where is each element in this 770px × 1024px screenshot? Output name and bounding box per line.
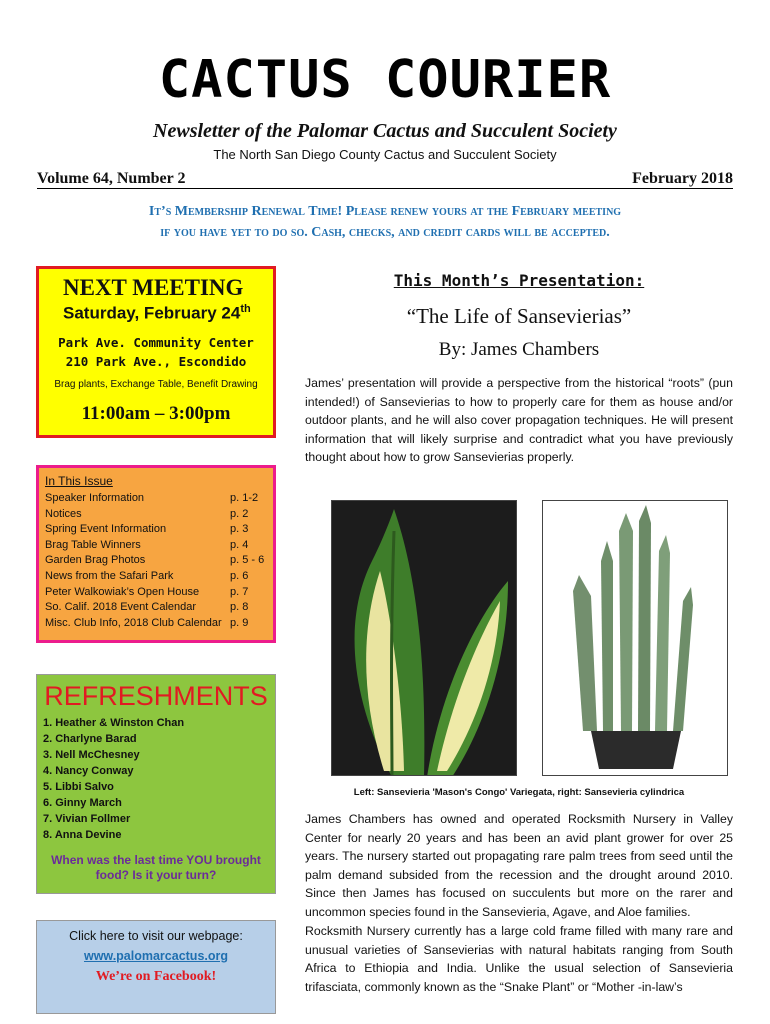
refreshment-volunteer: 1. Heather & Winston Chan	[43, 717, 185, 729]
issue-item-page: p. 6	[230, 570, 249, 582]
presentation-title: “The Life of Sansevierias”	[406, 304, 632, 328]
issue-item-label: So. Calif. 2018 Event Calendar	[45, 601, 197, 614]
issue-item-page: p. 1-2	[230, 492, 259, 504]
issue-item-page: p. 8	[230, 601, 249, 614]
refreshment-volunteer: 4. Nancy Conway	[43, 765, 134, 777]
newsletter-subtitle: Newsletter of the Palomar Cactus and Succulent Society	[153, 120, 617, 142]
webpage-box	[36, 920, 276, 1014]
renewal-line-1: It’s Membership Renewal Time! Please renew yours at the February meeting	[148, 204, 622, 219]
sansevieria-leaves-illustration	[332, 501, 517, 776]
presentation-byline: By: James Chambers	[438, 339, 600, 360]
presentation-paragraph-3: Rocksmith Nursery currently has a large cold frame filled with many rare and unusual varieties of Sansevierias with natural habitats ranging from South Africa to Ethiopia and India. Unlike the usual selection of Sansevieria trifasciata, commonly known as the “Snake Plant” or “Mother -in-law’s	[305, 924, 733, 994]
next-meeting-box	[36, 266, 276, 438]
photo-caption: Left: Sansevieria 'Mason's Congo' Variegata, right: Sansevieria cylindrica	[353, 787, 685, 798]
renewal-notice	[40, 201, 730, 243]
renewal-line-2: if you have yet to do so. Cash, checks, and credit cards will be accepted.	[160, 225, 610, 240]
meeting-location-2: 210 Park Ave., Escondido	[65, 354, 247, 369]
refreshment-volunteer: 3. Nell McChesney	[43, 749, 140, 761]
refreshments-box	[36, 674, 276, 894]
meeting-date-suffix: th	[240, 303, 251, 315]
issue-item-label: Notices	[45, 507, 82, 520]
volume-row	[37, 170, 733, 189]
issue-item-page: p. 7	[230, 585, 249, 598]
refreshment-volunteer: 7. Vivian Follmer	[43, 813, 131, 825]
meeting-activities: Brag plants, Exchange Table, Benefit Drawing	[54, 379, 258, 390]
issue-item-page: p. 3	[230, 523, 249, 536]
refreshments-heading: REFRESHMENTS	[44, 681, 268, 711]
facebook-link[interactable]: We’re on Facebook!	[95, 969, 217, 984]
issue-item-label: Brag Table Winners	[45, 538, 141, 551]
meeting-date	[63, 303, 251, 324]
meeting-location-1: Park Ave. Community Center	[58, 335, 254, 350]
issue-item-label: Peter Walkowiak’s Open House	[45, 585, 200, 598]
presentation-heading: This Month’s Presentation:	[393, 271, 645, 290]
webpage-prompt: Click here to visit our webpage:	[69, 929, 243, 943]
issue-item-label: Misc. Club Info, 2018 Club Calendar	[45, 616, 222, 629]
issue-item-page: p. 4	[230, 538, 249, 551]
meeting-time: 11:00am – 3:00pm	[81, 403, 231, 424]
webpage-link[interactable]: www.palomarcactus.org	[83, 949, 229, 963]
issue-item-page: p. 5 - 6	[230, 554, 265, 567]
question-line-1: When was the last time YOU brought	[51, 853, 261, 867]
next-meeting-heading: NEXT MEETING	[63, 275, 244, 300]
refreshment-volunteer: 6. Ginny March	[43, 797, 122, 809]
issue-item-page: p. 2	[230, 507, 249, 520]
issue-item-label: Spring Event Information	[45, 523, 167, 536]
issue-item-label: News from the Safari Park	[45, 570, 174, 582]
in-this-issue-heading: In This Issue	[45, 474, 113, 488]
volume-number: Volume 64, Number 2	[37, 170, 186, 187]
in-this-issue-box	[36, 465, 276, 643]
issue-item-page: p. 9	[230, 616, 249, 629]
issue-date: February 2018	[632, 170, 733, 187]
presentation-paragraph-2: James Chambers has owned and operated Rocksmith Nursery in Valley Center for nearly 20 years and has been an avid plant grower for over 25 years. The nursery started out propagating rare palm trees from seed until the palm demand subsided from the recession and the drought around 2010. Since then James has focused on succulents but more on the rarer and uncommon species found in the Sansevieria, Agave, and Aloe families.	[305, 812, 733, 919]
refreshments-question	[37, 853, 275, 883]
question-line-2: food? Is it your turn?	[95, 868, 217, 882]
issue-item-label: Speaker Information	[45, 492, 145, 504]
photo-masons-congo	[331, 500, 517, 776]
newsletter-title: CACTUS COURIER	[158, 50, 612, 110]
photo-cylindrica	[542, 500, 728, 776]
refreshment-volunteer: 5. Libbi Salvo	[43, 781, 114, 793]
cylindrica-illustration	[543, 501, 728, 776]
meeting-date-text: Saturday, February 24	[63, 303, 241, 323]
issue-item-label: Garden Brag Photos	[45, 554, 146, 567]
refreshment-volunteer: 2. Charlyne Barad	[43, 733, 137, 745]
refreshment-volunteer: 8. Anna Devine	[43, 829, 122, 841]
society-tagline: The North San Diego County Cactus and Succulent Society	[213, 147, 557, 162]
presentation-paragraph-1: James’ presentation will provide a perspective from the historical “roots” (pun intended!) of Sansevierias to how to properly care for them as house and/or outdoor plants, and he will also cover propagation techniques. He will present information that will likely surprise and contradict what you have previously thought about how to grow Sansevierias properly.	[305, 376, 733, 464]
